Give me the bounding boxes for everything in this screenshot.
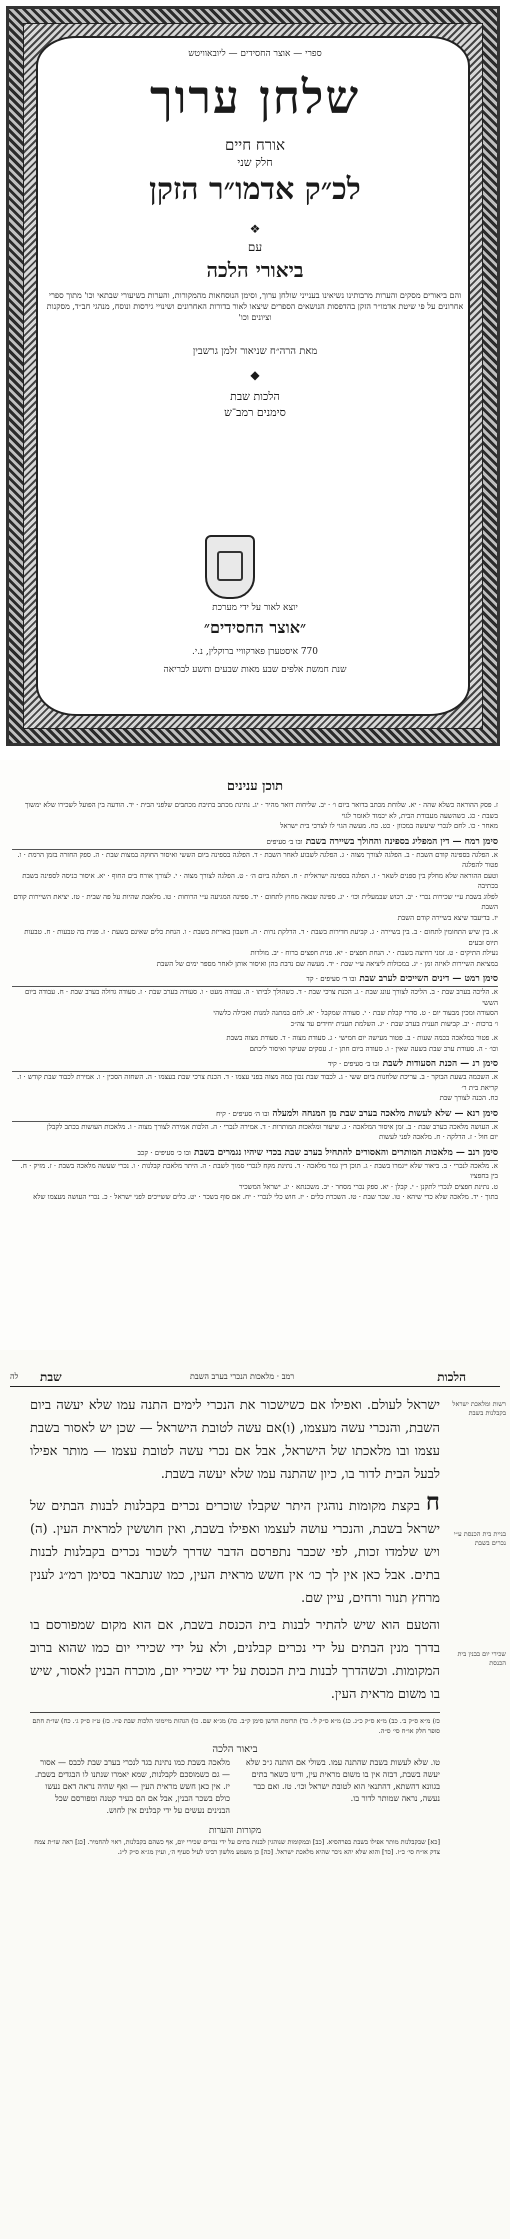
header-right: הלכות <box>437 1370 466 1384</box>
ornament-icon: ◆ <box>250 368 260 382</box>
paragraph <box>30 1487 440 1610</box>
toc-page <box>0 760 510 1350</box>
with-label: עם <box>247 240 263 254</box>
sources-title: מקורות והערות <box>208 1826 262 1836</box>
section-title-text: סימן רמט — דינים השייכים לערב שבת <box>359 974 498 984</box>
toc-line: מאחר · כו. לחם לנכרי שיעשה במכוון · כט. כח. מעשה הגוי לו לצרכי בית ישראל <box>280 822 498 830</box>
text-page <box>0 1350 510 2239</box>
commentary-title: ביאורי הלכה <box>206 258 304 282</box>
toc-line: בתוך · יד. מלאכה שלא כדי שיהא · טו. שכר שבת · טז. השכרת כלים · יז. חוש כלי לנכרי · יח. אם סוף בשכר · יט. כלים ששייכים לפני ישראל · כ. נכרי העושה מעצמו שלא <box>33 1193 498 1201</box>
margin-note: רשות ומלאכת ישראל בקבלנות בשבת <box>452 1400 506 1417</box>
section-title-text: סימן רמח — דין המפליג בספינה והחולך בשיירה בשבת <box>305 836 498 847</box>
year: שנת חמשת אלפים שבע מאות שבעים ותשע לבריאה <box>163 665 347 675</box>
toc-line: א. פטור במלאכה בכמה שעות · ב. פטור מעישה יום חמישי · ג. סעודת מצוה · ד. סעודת מצוה בשבת <box>226 1034 498 1042</box>
section-title: אורח חיים <box>225 136 285 154</box>
description: והם ביאורים מסקים והערות מרבותינו נשיאינו בענייני שולחן ערוך, וסימן הנוסחאות מהמקורות, והערות בשיעורי שבתאי וכו' מתוך ספרי אחרונים על פי שיטת אדמו״ר הזקן בהדפסות הנושאים הספרים שיצאו לאור בדורות האחרונים ושינויי גירסות ונוסח, מנהגי חב״ד, מסקנות וציונים וכו' <box>46 291 464 322</box>
toc-section-title <box>12 835 498 850</box>
section-pages: ובו ב׳ סעיפים <box>266 837 303 846</box>
section-title-text: סימן רנב — מלאכות המותרים והאסורים להתחיל בערב שבת בכדי שיהיו נגמרים בשבת <box>193 1147 498 1158</box>
toc-section-title <box>12 972 498 987</box>
toc-line: וכו׳ · ה. סעודת ערב שבת בשעה שאין · ו. סעודה ביום חתן · ז. עסקים שעיקר ואיסור ליכתם <box>249 1044 498 1053</box>
published-by: יוצא לאור על ידי מערכת <box>212 603 298 613</box>
toc-line: הסעודה ומכין מבעוד יום · ט. סדרי קבלת שבת · י. סעודה שמקבל · יא. לחם במתנה למנות ואכילה כלשהי <box>213 1009 498 1017</box>
publisher-line: ספרי — אוצר החסידים — ליובאוויטש <box>188 49 322 59</box>
toc-line: א. הליכה בערב שבת · ב. הליכה לצורך עונג שבת · ג. הכנת צרכי שבת · ד. כשהולך לביתו · ה. עבודה מעט · ו. סעודה בערב שבת · ז. סעודה גדולה בערב שבת · ח. עבודה ביום הששי <box>25 988 498 1007</box>
org-name: ״אוצר החסידים״ <box>203 618 307 637</box>
toc-line: א. בין שיש התחומין לתחום · ב. בין בשיירה · ג. קביעת חדירות בשבת · ד. הדלקת נרות · ה. חשבון באריזת בשבת · ו. הנחת כלים שאינם בשעת · ז. פנית בה טבעות · ח. טבעות תיוס זבעים <box>24 928 498 947</box>
toc-list <box>12 800 498 1203</box>
toc-line: ז. פסק ההוראה כשלא שהה · יא. שלוחת מכתב בדואר ביום ו׳ · יב. שליחות דואר מהיר · יג. נתינת מכתב בתיבת מכתבים שלפני הבית · יד. הודעה בין הפועל לשכירו שלא ימשוך בשבת · כג. כשהשעה מעבודת הבית, לא יכמוד לאומר לגוי <box>24 801 498 820</box>
ornament-icon: ❖ <box>249 222 261 236</box>
sources-text: [כא] שבקבלנות מותר אפילו בשבת בפרהסיא. [כב] ובמקומות שנוהגין לבנות בתים על ידי נכרים שכירי יום, אף כשהם בקבלנות, ראוי להחמיר. [כג] ראה שו״ת צמח צדק או״ח סי׳ כ״ז. [כד] והוא שלא יהא ניכר שהיא מלאכת ישראל. [כה] כן משמע מלשון רבינו לעיל סעיף ה׳, ועיין מג״א ס״ק ל״ג. <box>34 1838 440 1856</box>
main-text <box>30 1394 440 1857</box>
paragraph: ישראל לעולם. ואפילו אם כשישכור את הנכרי לימים התנה עמו שלא יעשה ביום השבת, והנכרי עשה מעצמו, (ו)אם עשה לטובת הישראל — שכן יש לאסור בשבת עצמו ובו מלאכתו של הישראל, אבל אם נכרי עשה לטובת עצמו — מותר אפילו לבעל הבית לדור בו, כיון שהתנה עמו שלא יעשה בשבת. <box>30 1398 440 1482</box>
section-pages: ובו ה׳ סעיפים · קיח <box>216 1109 270 1118</box>
toc-line: ט. נתינת חפצים לנכרי לתקנן · י. קבלן · יא. ספק נכרי מסחר · יב. משכנתא · יג. ישראל המשכיר <box>238 1182 498 1191</box>
biur-halacha-title: ביאור הלכה <box>212 1744 258 1755</box>
section-title-text: סימן רנ — הכנת הסעודות לשבת <box>382 1059 498 1069</box>
paragraph: והטעם הוא שיש להתיר לבנות בית הכנסת בשבת, אם הוא מקום שמפורסם בו בדרך מנין הבתים על ידי נכרים קבלנים, ולא על ידי שכירי יום כמו שהוא ברוב המקומות. וכשהדרך לבנות בית הכנסת על ידי שכירי יום, מוכרח הבנין לאסור, שיש בו משום מראית העין. <box>30 1618 440 1702</box>
footnotes: כז) מ״א ס״ק ב׳. כב) מ״א ס״ק כ״ג. כג) מ״א ס״ק ל׳. כד) תרומת הדשן סימן ק״ב. כה) מג״א שם. כו) הגהות מיימוני הלכות שבת פ״ו. כז) ט״ז ס״ק ג׳. כח) שו״ת חתם סופר חלק או״ח סי׳ ס״ה. <box>30 1712 440 1736</box>
toc-line: כח. הכנה לצורך שבת <box>439 1094 498 1102</box>
header-mid: רמב · מלאכות הנכרי בערב השבת <box>190 1372 295 1381</box>
toc-line: במציאת השיירות לאיזה זמן · יג. במכולות ליציאה ע״י שבת · יד. מעשה שם נדבת בהן ואיסור אותן לאחר מספר ימים של השבת <box>156 959 498 968</box>
part-title: חלק שני <box>237 156 273 169</box>
biur-column-right: טו. שלא לעשות בשבת שהתנה עמו. בשולי אם הותנה ג״כ שלא יעשה בשבת, דבזה אין בו משום מראית עין, ודינו כשאר בתים בגוונא דהשתא, דהתנאי הוא לטובת ישראל וכו׳. טז. ואם כבר נעשה, נראה שמותר לדור בו. <box>245 1758 440 1803</box>
margin-note: שכירי יום בבנין בית הכנסת <box>457 1650 506 1667</box>
running-header <box>10 1370 500 1387</box>
subject: הלכות שבת <box>230 390 280 403</box>
biur-halacha-columns <box>30 1757 440 1817</box>
toc-section-title <box>12 1107 498 1122</box>
toc-line: לפלוג בשבת ע״י שכירות נכרי · יב. רכוש שבמעלית וכו׳ · יג. ספינה שבאה מחוץ לתחום · יד. ספינה המגיעה ע״י הרוחות · טו. מלאכת שהיות על פה שבית · טז. יציאת השיירות קודם השבת <box>13 892 498 911</box>
toc-section-title <box>12 1146 498 1161</box>
toc-line: יום חול · ז. הדלקה · ח. מלאכה לפני לעשות <box>378 1133 498 1141</box>
section-pages: ובו ב׳ סעיפים · קיד <box>327 1060 380 1068</box>
author-title: לכ״ק אדמו״ר הזקן <box>149 172 361 207</box>
publisher-emblem-icon <box>205 535 255 599</box>
toc-line: א. מלאכה לנכרי · ב. ביאור שלא ייגמרו בשבת · ג. תוכן דין גמר מלאכה · ד. נתינת מקח לנכרי סמוך לשבת · ה. היתר מלאכת קבלנות · ו. נכרי שעשה מלאכה בשבת · ז. מזיק · ח. בין בחפציו <box>20 1161 498 1180</box>
toc-heading: תוכן ענינים <box>226 779 284 794</box>
header-left: שבת <box>40 1370 62 1384</box>
section-title-text: סימן רנא — שלא לעשות מלאכה בערב שבת מן המנחה ולמעלה <box>272 1108 498 1119</box>
toc-line: נעילת התיקים · ט. זמני רחיצה בשבת · י. הנחת חפצים · יא. פנית חפצים ברוח · יב. מולדות <box>250 949 498 957</box>
toc-line: ו׳ ברכות · יב. קביעות תענית בערב שבת · יג. השלמת תענית יחידים עד צה״כ <box>290 1019 498 1028</box>
main-title: שלחן ערוך <box>149 70 361 124</box>
section-pages: ובו ד׳ סעיפים · קד <box>306 975 357 983</box>
toc-line: א. העושה מלאכה בערב שבת · ב. זמן איסור המלאכה · ג. שיעור ומלאכות המותרות · ד. אמירה לנכרי · ה. הלכות אמירה לצורך מצוה · ו. מלאכות העושות בכתב לקבלן <box>46 1122 498 1131</box>
address: 770 איסטערן פארקוויי ברוקלין, נ.י. <box>191 647 319 657</box>
margin-note: בניית בית הכנסת ע״י נכרים בשבת <box>453 1530 506 1547</box>
section-pages: ובו כ׳ סעיפים · קכב <box>137 1148 191 1157</box>
toc-line: וטעם ההוראה שלא מחלק בין ספנים לשאר · ז. הפלגה בספינה ישראלית · ח. הפלגה ביום ה׳ · ט. הפלגה לצורך מצוה · י. לצורך אורח בים החוף · יא. איסור כניסה לספינה בשבת בכתיבה <box>22 871 498 890</box>
page-number: לה <box>10 1372 19 1381</box>
toc-line: א. הפלגה בספינה קודם השבת · ב. הפלגה לצורך מצוה · ג. הפלגה לשבוע לאחר השבת · ד. הפלגה בספינה ביום הששי ואיסור החוקה במצות שבת · ה. ספק החזרה בזמן הרמת · ו. פטור להפלגה <box>17 850 498 869</box>
section-letter: ח <box>425 1487 440 1516</box>
paragraph-text: בקצת מקומות נוהגין היתר שקבלו שוכרים נכרים בקבלנות לבנות הבתים של ישראל בשבת, והנכרי עושה לעצמו ואפילו בשבת, ואין חוששין למראית העין. (ה) ויש שלמדו זכות, לפי שכבר נתפרסם הדבר שדרך לשכור נכרים בקבלנות לבנות בתים. אבל כאן אין לך כו׳ אין חשש מראית העין, כמו שנתבאר בסימן רמ״ג לענין מרחץ תנור ורחים, עיין שם. <box>30 1499 440 1606</box>
toc-line: א. השכמה בשעת הבוקר · ב. עריכת שלחנות ביום ששי · ג. לכבוד שבת נכון כמה מצוה בפני עצמו · ד. הכנת צרכי שבת בעצמו · ה. השחזה הסכין · ו. אמירת לכבוד שבת קודש · ז. קריאת בית ר׳ <box>17 1073 498 1092</box>
toc-line: יז. בדיעבד שיצא בשיירה קודם השבת <box>397 913 498 922</box>
title-page <box>0 0 510 760</box>
simanim: סימנים רמב־ש <box>224 406 286 419</box>
compiler: מאת הרה״ח שניאור זלמן גרשבין <box>192 346 318 357</box>
toc-section-title <box>12 1057 498 1072</box>
biur-column-left: מלאכה בשבת כמו נתינת בגד לנכרי בערב שבת לכבס — אסור — גם כשמוסכם לקבלנות, שמא יאמרו שנתנו לו הבגדים בשבת. יז. אין כאן חשש מראית העין — ואף שהיה נראה דאם נעשו כולם בשכר הבנין, אבל אם הם בעיר קטנה ומפורסם שכל הבנינים נעשים על ידי קבלנים אין לחוש. <box>34 1758 230 1815</box>
